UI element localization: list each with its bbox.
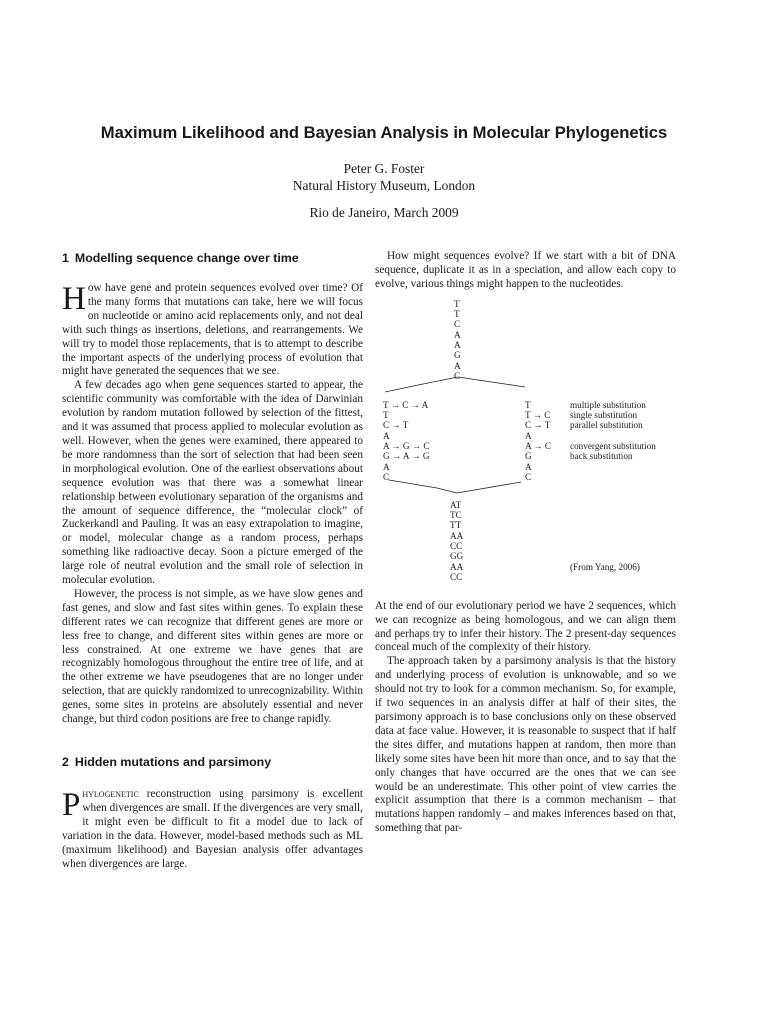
author-name: Peter G. Foster bbox=[343, 161, 425, 176]
left-column bbox=[62, 250, 363, 871]
section-1-paragraph-1: How have gene and protein sequences evolved over time? Of the many forms that mutations can take, here we will focus on nucleotide or amino acid replacements only, and not deal with such things as insertions, deletions, and rearrangements. We will try to model those replacements, that is to attempt to describe the important aspects of the underlying process of evolution that might have generated the sequences that we see. bbox=[62, 281, 363, 378]
substitution-figure bbox=[375, 295, 676, 595]
label-parallel-substitution: parallel substitution bbox=[570, 420, 643, 431]
drop-cap-h: H bbox=[62, 281, 86, 317]
label-multiple-substitution: multiple substitution bbox=[570, 399, 646, 410]
venue-date: Rio de Janeiro, March 2009 bbox=[309, 205, 459, 220]
left-lineage-sequence: T → C → A T C → T A A → G → C G → A → G A C bbox=[383, 399, 430, 482]
section-2-paragraph-2: How might sequences evolve? If we start with a bit of DNA sequence, duplicate it as in a speciation, and allow each copy to evolve, various things might happen to the nucleotides. bbox=[375, 250, 676, 290]
label-convergent-substitution: convergent substitution bbox=[570, 440, 656, 451]
paper-title: Maximum Likelihood and Bayesian Analysis in Molecular Phylogenetics bbox=[100, 123, 668, 142]
right-lineage-sequence: T T → C C → T A A → C G A C bbox=[525, 399, 552, 482]
section-2-paragraph-1: Phylogenetic reconstruction using parsimony is excellent when divergences are small. If the divergences are very small, it might even be difficult to fit a model due to lack of variation in the data. However, model-based methods such as ML (maximum likelihood) and Bayesian analysis offer advantages when divergences are large. bbox=[62, 787, 363, 870]
label-single-substitution: single substitution bbox=[570, 410, 638, 421]
right-column bbox=[375, 250, 676, 836]
figure-caption: (From Yang, 2006) bbox=[570, 561, 640, 572]
aligned-sequences: AT TC TT AA CC GG AA CC bbox=[450, 499, 464, 582]
section-1-paragraph-2: A few decades ago when gene sequences started to appear, the scientific community was comfortable with the idea of Darwinian evolution by random mutation followed by selection of the fittest, and it was assumed that process applied to molecular evolution as well. However, when the genes were examined, there appeared to be more randomness than the sort of selection that had been seen in morphological evolution. One of the earliest observations about sequence evolution was that there was a somewhat linear relationship between evolutionary separation of the organisms and the amount of sequence difference, the “molecular clock” of Zuckerkandl and Pauling. It was an easy extrapolation to imagine, or model, molecular change as a random process, perhaps something like radioactive decay. Soon a picture emerged of the large role of neutral evolution and the small role of selection in molecular evolution. bbox=[62, 379, 363, 587]
section-1-paragraph-3: However, the process is not simple, as we have slow genes and fast genes, and slow and fast sites within genes. To explain these different rates we can recognize that different genes are more or less free to change, and different sites within genes are more or less constrained. At one extreme we have genes that are recognizably homologous throughout the entire tree of life, and at the other extreme we have pseudogenes that are no longer under selection, that are quickly randomized to unrecognizability. Within genes, some sites in proteins are absolutely essential and never change, but third codon positions are free to change rapidly. bbox=[62, 587, 363, 726]
author-affiliation: Natural History Museum, London bbox=[292, 178, 476, 193]
drop-cap-p: P bbox=[62, 787, 81, 823]
section-2-paragraph-4: The approach taken by a parsimony analysis is that the history and underlying process of evolution is unknowable, and so we should not try to look for a common mechanism. So, for example, if two sequences in an analysis differ at half of their sites, the parsimony approach is to base conclusions only on these observed data at face value. However, it is reasonable to suspect that if half the sites differ, and mutations happen at random, then more than likely some sites have been hit more than once, and to say that the only changes that have occurred are the ones that we can see would be an underestimate. This other point of view carries the explicit assumption that there is a common mechanism – that mutations happen randomly – and makes inferences based on that, something that par- bbox=[375, 655, 676, 835]
section-2-paragraph-3: At the end of our evolutionary period we have 2 sequences, which we can recognize as being homologous, and we can align them and perhaps try to infer their history. The 2 present-day sequences conceal much of the complexity of their history. bbox=[375, 599, 676, 654]
section-1-heading: 1 Modelling sequence change over time bbox=[62, 251, 299, 265]
ancestor-sequence: T T C A A G A C bbox=[454, 298, 461, 381]
label-back-substitution: back substitution bbox=[570, 451, 633, 462]
section-2-heading: 2 Hidden mutations and parsimony bbox=[62, 755, 272, 769]
